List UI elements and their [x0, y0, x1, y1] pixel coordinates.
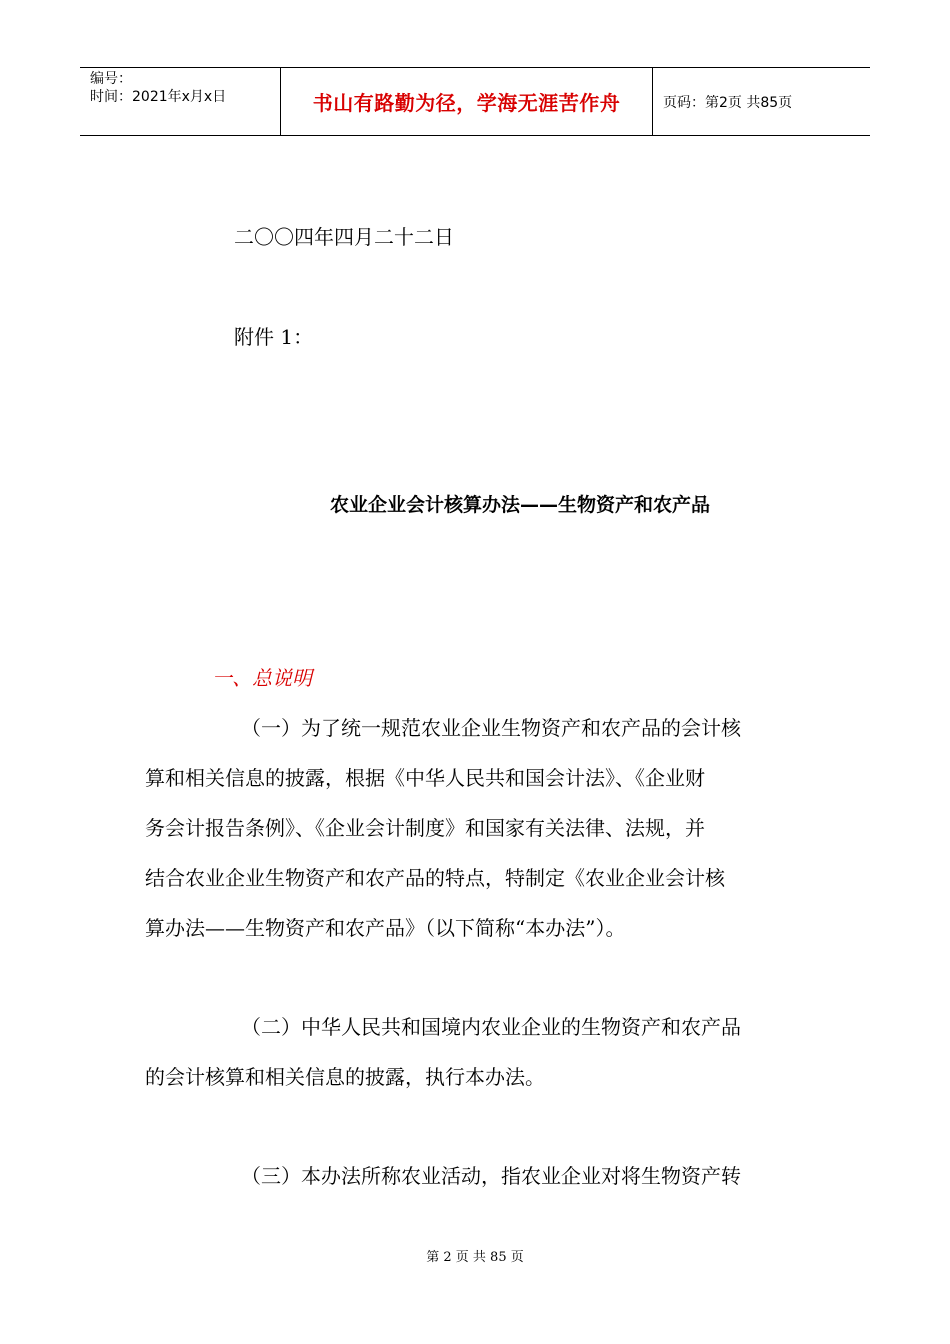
header-page-info: 页码：第2页 共85页: [663, 94, 793, 111]
header-meta: [80, 68, 281, 135]
attachment-label: 附件 1：: [234, 325, 314, 349]
paragraph-line: 算办法——生物资产和农产品》（以下简称“本办法”）。: [145, 916, 626, 940]
paragraph-line: 算和相关信息的披露，根据《中华人民共和国会计法》、《企业财: [145, 766, 705, 790]
document-title: 农业企业会计核算办法——生物资产和农产品: [329, 494, 710, 516]
section-heading: 一、总说明: [212, 666, 312, 690]
document-date: 二〇〇四年四月二十二日: [234, 225, 454, 249]
time-label: 时间：2021年x月x日: [90, 89, 227, 105]
paragraph-1: [145, 703, 805, 953]
paragraph-line: 的会计核算和相关信息的披露，执行本办法。: [145, 1065, 545, 1089]
paragraph-line: 结合农业企业生物资产和农产品的特点，特制定《农业企业会计核: [145, 866, 725, 890]
page-footer: 第 2 页 共 85 页: [426, 1250, 524, 1265]
number-label: 编号：: [90, 71, 132, 87]
paragraph-line: （三）本办法所称农业活动，指农业企业对将生物资产转: [241, 1164, 741, 1188]
header-motto: 书山有路勤为径，学海无涯苦作舟: [281, 68, 653, 135]
paragraph-line: 务会计报告条例》、《企业会计制度》和国家有关法律、法规，并: [145, 816, 705, 840]
page-header: [80, 67, 870, 136]
paragraph-3: [145, 1151, 805, 1201]
paragraph-2: [145, 1002, 805, 1102]
paragraph-line: （一）为了统一规范农业企业生物资产和农产品的会计核: [241, 716, 741, 740]
paragraph-line: （二）中华人民共和国境内农业企业的生物资产和农产品: [241, 1015, 741, 1039]
